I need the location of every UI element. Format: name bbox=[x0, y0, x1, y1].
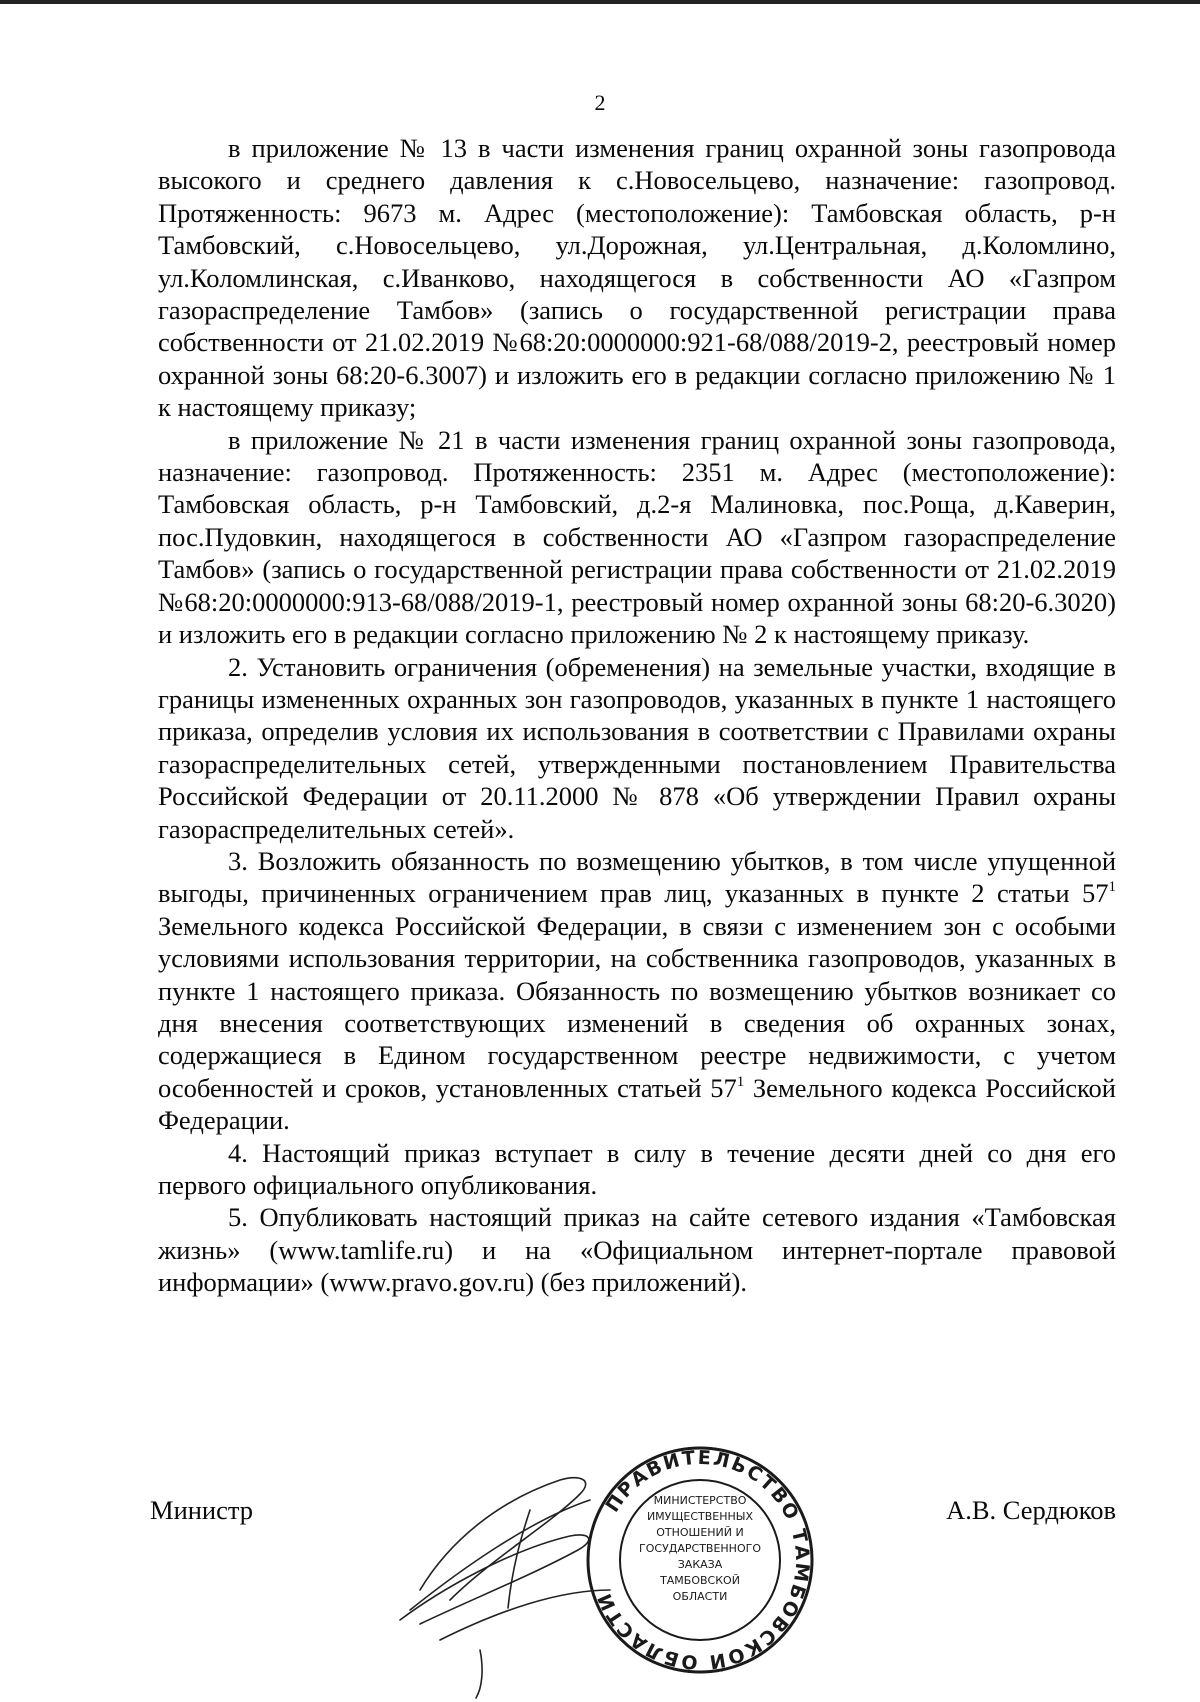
stamp-inner-line: ЗАКАЗА bbox=[677, 1558, 723, 1571]
stamp-inner-line: ГОСУДАРСТВЕННОГО bbox=[639, 1542, 761, 1555]
signatory-name: А.В. Сердюков bbox=[946, 1495, 1116, 1525]
paragraph-appendix-13: в приложение № 13 в части изменения границ охранной зоны газопровода высокого и среднего давления к с.Новосельцево, назначение: газопровод. Протяженность: 9673 м. Адрес (местоположение): Тамбовская область, р-н Тамбовский, с.Новосельцево, ул.Дорожная, ул.Центральная, д.Коломлино, ул.Коломлинская, с.Иванково, находящегося в собственности АО «Газпром газораспределение Тамбов» (запись о государственной регистрации права собственности от 21.02.2019 №68:20:0000000:921-68/088/2019-2, реестровый номер охранной зоны 68:20-6.3007) и изложить его в редакции согласно приложению № 1 к настоящему приказу; bbox=[158, 133, 1116, 423]
stamp-inner-line: ИМУЩЕСТВЕННЫХ bbox=[646, 1510, 754, 1523]
paragraph-item-2: 2. Установить ограничения (обременения) на земельные участки, входящие в границы измененных охранных зон газопроводов, указанных в пункте 1 настоящего приказа, определив условия их использования в соответствии с Правилами охраны газораспределительных сетей, утвержденными постановлением Правительства Российской Федерации от 20.11.2000 № 878 «Об утверждении Правил охраны газораспределительных сетей». bbox=[158, 651, 1116, 844]
stamp-inner-line: МИНИСТЕРСТВО bbox=[653, 1494, 747, 1507]
page-number: 2 bbox=[594, 90, 606, 115]
paragraph-item-4: 4. Настоящий приказ вступает в силу в течение десяти дней со дня его первого официального опубликования. bbox=[158, 1137, 1116, 1200]
stamp-inner-line: ОБЛАСТИ bbox=[672, 1590, 728, 1603]
item-3-text-a: 3. Возложить обязанность по возмещению убытков, в том числе упущенной выгоды, причиненных ограничением прав лиц, указанных в пункте 2 статьи 57 bbox=[158, 845, 1116, 909]
paragraph-item-3 bbox=[158, 845, 1116, 1137]
stamp-inner-line: ОТНОШЕНИЙ И bbox=[656, 1526, 744, 1539]
item-3-text-c: Земельного кодекса Российской Федерации. bbox=[158, 1072, 1116, 1136]
superscript-1: 1 bbox=[736, 1073, 745, 1090]
stamp-inner-line: ТАМБОВСКОЙ bbox=[660, 1574, 740, 1587]
handwritten-signature bbox=[380, 1440, 640, 1700]
paragraph-appendix-21: в приложение № 21 в части изменения границ охранной зоны газопровода, назначение: газопровод. Протяженность: 2351 м. Адрес (местоположение): Тамбовская область, р-н Тамбовский, д.2-я Малиновка, пос.Роща, д.Каверин, пос.Пудовкин, находящегося в собственности АО «Газпром газораспределение Тамбов» (запись о государственной регистрации права собственности от 21.02.2019 №68:20:0000000:913-68/088/2019-1, реестровый номер охранной зоны 68:20-6.3020) и изложить его в редакции согласно приложению № 2 к настоящему приказу. bbox=[158, 424, 1116, 650]
top-edge-line bbox=[0, 0, 1200, 4]
paragraph-item-5: 5. Опубликовать настоящий приказ на сайте сетевого издания «Тамбовская жизнь» (www.tamlife.ru) и на «Официальном интернет-портале правовой информации» (www.pravo.gov.ru) (без приложений). bbox=[158, 1202, 1116, 1298]
signatory-position: Министр bbox=[150, 1495, 254, 1525]
document-body bbox=[158, 132, 1116, 1299]
svg-text:ПРАВИТЕЛЬСТВО ТАМБОВСКОЙ ОБЛАС: ПРАВИТЕЛЬСТВО ТАМБОВСКОЙ ОБЛАСТИ bbox=[592, 1446, 814, 1674]
item-3-text-b: Земельного кодекса Российской Федерации, в связи с изменением зон с особыми условиями использования территории, на собственника газопроводов, указанных в пункте 1 настоящего приказа. Обязанность по возмещению убытков возникает со дня внесения соответствующих изменений в сведения об охранных зонах, содержащиеся в Едином государственном реестре недвижимости, с учетом особенностей и сроков, установленных статьей 57 bbox=[158, 910, 1116, 1103]
superscript-1: 1 bbox=[1108, 879, 1116, 896]
